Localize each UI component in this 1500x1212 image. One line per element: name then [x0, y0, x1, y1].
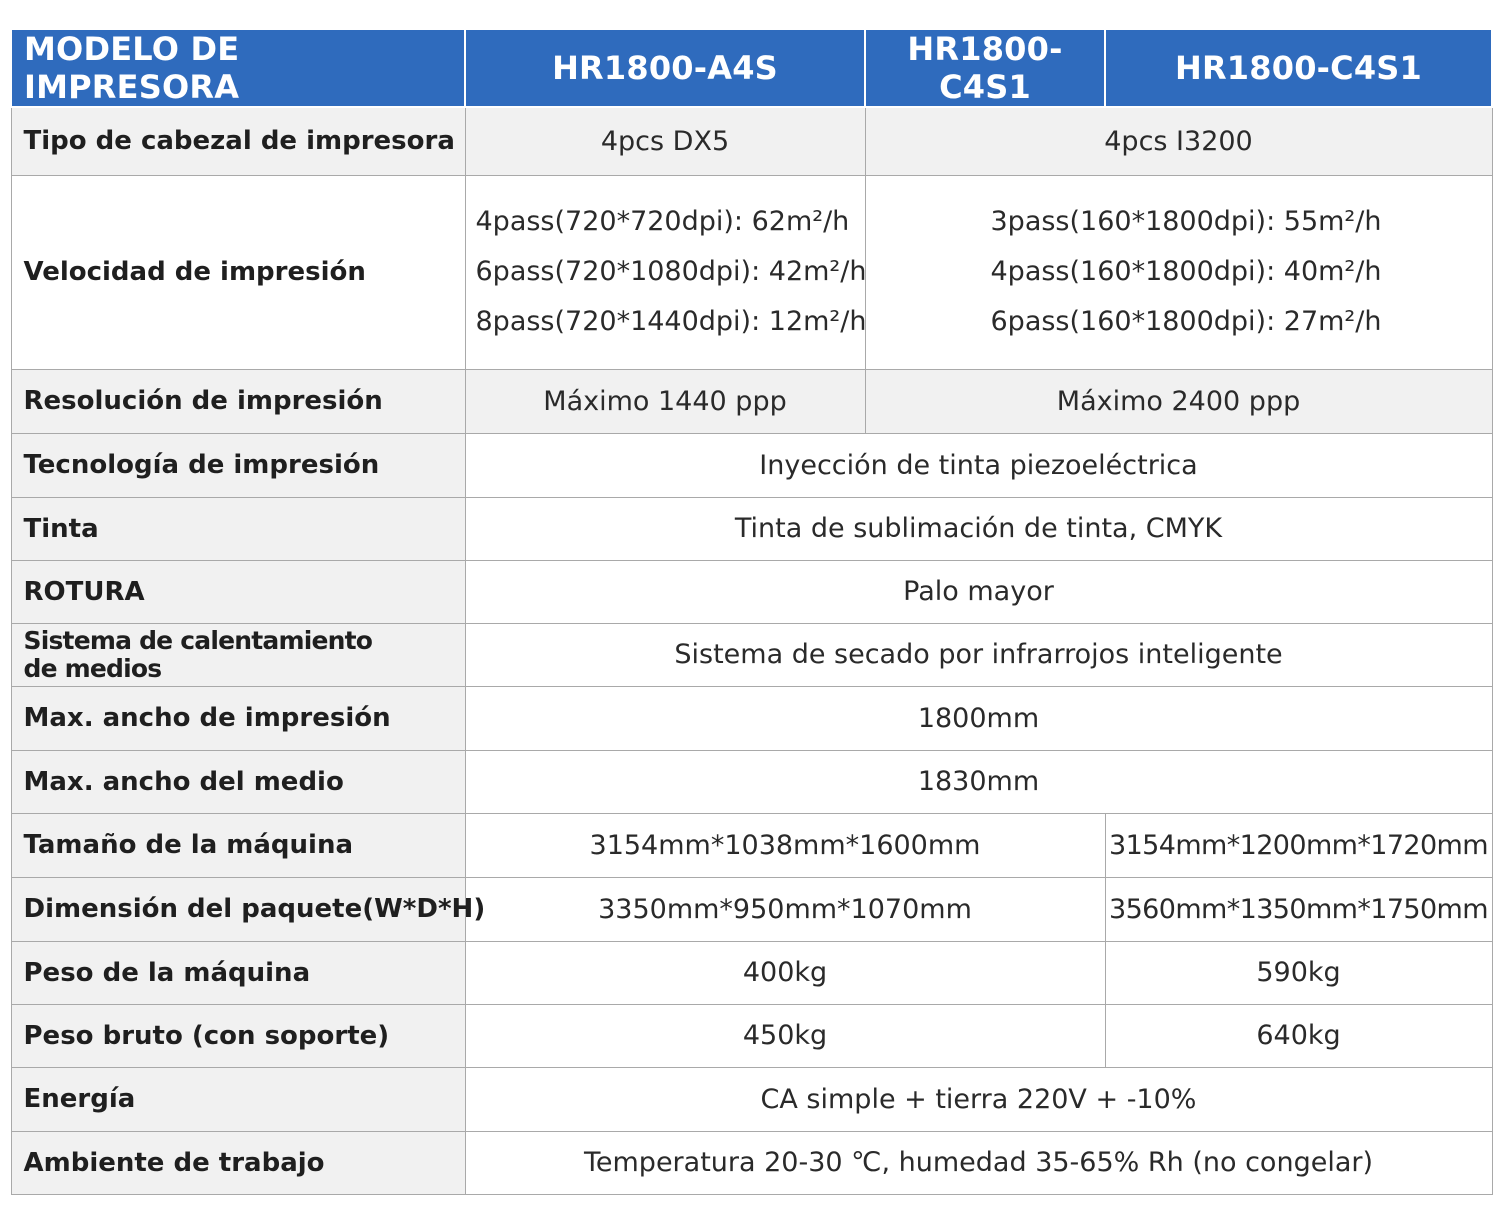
- header-model-a4s: HR1800-A4S: [465, 29, 865, 107]
- label-calentamiento-line2: de medios: [23, 653, 162, 683]
- value-rotura: Palo mayor: [465, 560, 1492, 623]
- row-velocidad: [11, 175, 1492, 369]
- row-resolucion: [11, 369, 1492, 433]
- value-tecnologia: Inyección de tinta piezoeléctrica: [465, 433, 1492, 497]
- value-velocidad-c4s1: [865, 175, 1492, 369]
- label-calentamiento: [11, 623, 465, 686]
- label-resolucion: Resolución de impresión: [11, 369, 465, 433]
- label-tamano: Tamaño de la máquina: [11, 813, 465, 877]
- row-peso-bruto: [11, 1004, 1492, 1067]
- speed-line: 3pass(160*1800dpi): 55m²/h: [990, 206, 1382, 237]
- label-tinta: Tinta: [11, 497, 465, 560]
- row-calentamiento: [11, 623, 1492, 686]
- label-tecnologia: Tecnología de impresión: [11, 433, 465, 497]
- label-rotura: ROTURA: [11, 560, 465, 623]
- label-ambiente: Ambiente de trabajo: [11, 1131, 465, 1194]
- header-model-c4s1-a: HR1800-C4S1: [865, 29, 1105, 107]
- label-calentamiento-line1: Sistema de calentamiento: [23, 625, 373, 655]
- value-tamano-left: 3154mm*1038mm*1600mm: [465, 813, 1105, 877]
- value-paquete-left: 3350mm*950mm*1070mm: [465, 877, 1105, 941]
- value-ambiente: Temperatura 20-30 ℃, humedad 35-65% Rh (no congelar): [465, 1131, 1492, 1194]
- row-energia: [11, 1067, 1492, 1131]
- label-ancho-medio: Max. ancho del medio: [11, 750, 465, 813]
- value-cabezal-c4s1: 4pcs I3200: [865, 107, 1492, 175]
- row-paquete: [11, 877, 1492, 941]
- label-paquete: Dimensión del paquete(W*D*H): [11, 877, 465, 941]
- row-ancho-impresion: [11, 686, 1492, 750]
- speed-line: 6pass(720*1080dpi): 42m²/h: [475, 256, 867, 287]
- row-tinta: [11, 497, 1492, 560]
- value-cabezal-a4s: 4pcs DX5: [465, 107, 865, 175]
- value-resolucion-a4s: Máximo 1440 ppp: [465, 369, 865, 433]
- row-ancho-medio: [11, 750, 1492, 813]
- spec-table: [10, 28, 1493, 1195]
- speed-line: 4pass(160*1800dpi): 40m²/h: [990, 256, 1382, 287]
- value-ancho-impresion: 1800mm: [465, 686, 1492, 750]
- value-peso-bruto-left: 450kg: [465, 1004, 1105, 1067]
- value-ancho-medio: 1830mm: [465, 750, 1492, 813]
- row-tecnologia: [11, 433, 1492, 497]
- value-paquete-right: 3560mm*1350mm*1750mm: [1105, 877, 1492, 941]
- label-energia: Energía: [11, 1067, 465, 1131]
- speed-line: 6pass(160*1800dpi): 27m²/h: [990, 306, 1382, 337]
- label-peso: Peso de la máquina: [11, 941, 465, 1004]
- label-cabezal: Tipo de cabezal de impresora: [11, 107, 465, 175]
- row-ambiente: [11, 1131, 1492, 1194]
- label-peso-bruto: Peso bruto (con soporte): [11, 1004, 465, 1067]
- row-rotura: [11, 560, 1492, 623]
- value-resolucion-c4s1: Máximo 2400 ppp: [865, 369, 1492, 433]
- row-peso: [11, 941, 1492, 1004]
- label-velocidad: Velocidad de impresión: [11, 175, 465, 369]
- speed-line: 8pass(720*1440dpi): 12m²/h: [475, 306, 867, 337]
- header-model-label: MODELO DE IMPRESORA: [11, 29, 465, 107]
- value-energia: CA simple + tierra 220V + -10%: [465, 1067, 1492, 1131]
- value-velocidad-a4s: [465, 175, 865, 369]
- value-peso-left: 400kg: [465, 941, 1105, 1004]
- header-model-c4s1-b: HR1800-C4S1: [1105, 29, 1492, 107]
- header-row: [11, 29, 1492, 107]
- speed-line: 4pass(720*720dpi): 62m²/h: [475, 206, 850, 237]
- value-peso-right: 590kg: [1105, 941, 1492, 1004]
- row-tamano: [11, 813, 1492, 877]
- value-tinta: Tinta de sublimación de tinta, CMYK: [465, 497, 1492, 560]
- row-cabezal: [11, 107, 1492, 175]
- value-tamano-right: 3154mm*1200mm*1720mm: [1105, 813, 1492, 877]
- value-peso-bruto-right: 640kg: [1105, 1004, 1492, 1067]
- label-ancho-impresion: Max. ancho de impresión: [11, 686, 465, 750]
- value-calentamiento: Sistema de secado por infrarrojos inteligente: [465, 623, 1492, 686]
